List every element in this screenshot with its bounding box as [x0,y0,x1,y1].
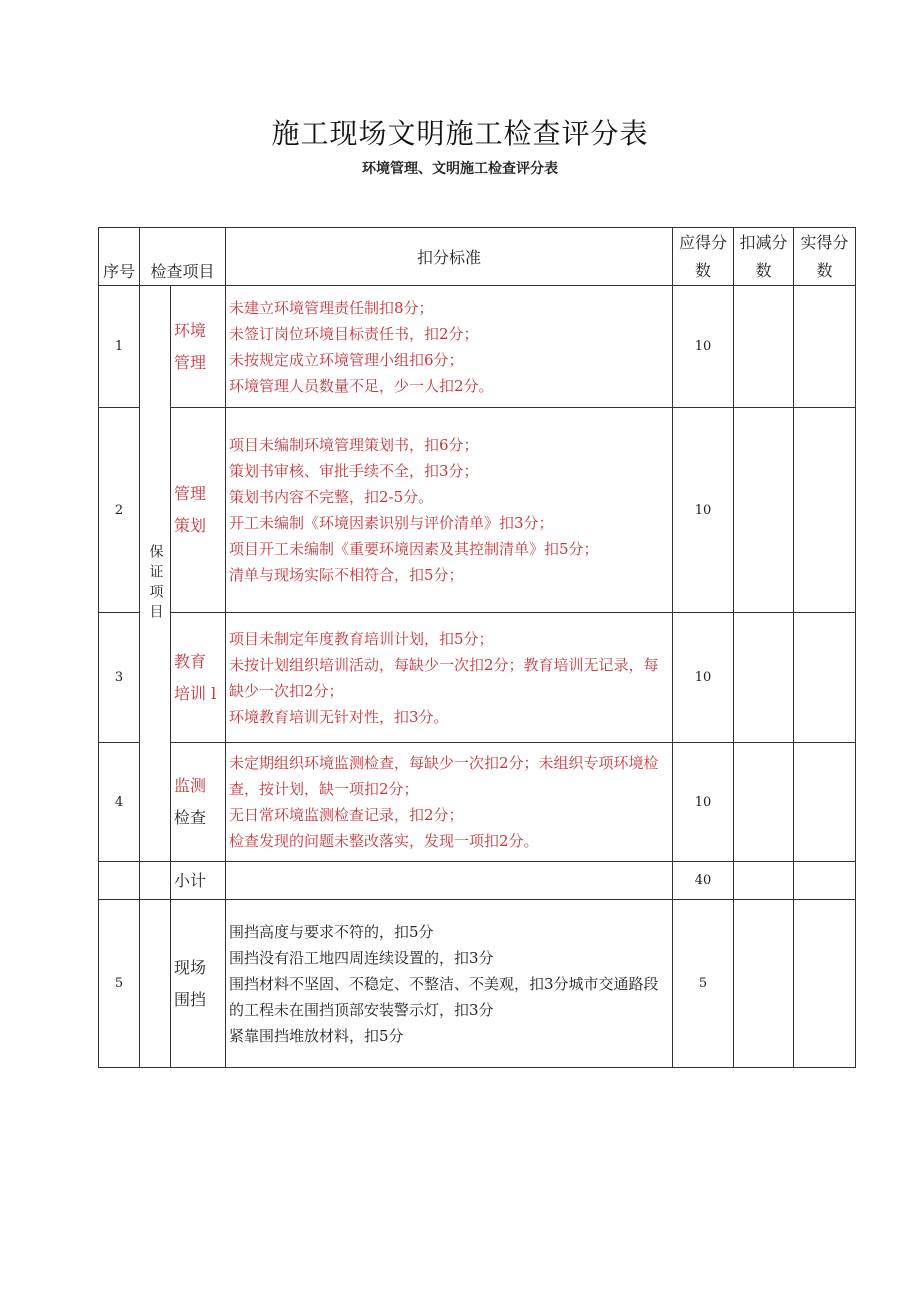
row-num: 3 [99,613,140,743]
criteria-line: 围挡高度与要求不符的，扣5分 [229,922,434,941]
actual-score [794,613,856,743]
criteria-cell [226,408,673,613]
header-row [99,228,856,286]
subtotal-category [140,862,171,900]
deduct-score [734,408,794,613]
criteria-line: 项目开工未编制《重要环境因素及其控制清单》扣5分； [229,540,599,558]
should-score: 10 [673,408,734,613]
actual-score [794,286,856,408]
subtotal-num [99,862,140,900]
item-line: 环境 [174,320,207,340]
item-cell [171,408,226,613]
criteria-line: 未定期组织环境监测检查，每缺少一次扣2分；未组织专项环境检查，按计划，缺一项扣2分； [229,754,659,798]
should-score: 10 [673,286,734,408]
should-score: 10 [673,743,734,862]
table-row [99,900,856,1068]
item-line: 监测 [174,776,207,795]
table-row [99,743,856,862]
item-line: 教育 [174,651,207,671]
should-score: 10 [673,613,734,743]
category-cell [140,286,171,862]
actual-score [794,900,856,1068]
item-line: 围挡 [174,989,207,1009]
deduct-score [734,613,794,743]
criteria-line: 未按规定成立环境管理小组扣6分； [229,350,464,369]
criteria-line: 未签订岗位环境目标责任书，扣2分； [229,324,479,343]
page-title: 施工现场文明施工检查评分表 [271,117,649,150]
header-actual: 实得分数 [794,228,856,286]
subtotal-score: 40 [673,862,734,900]
criteria-cell [226,613,673,743]
criteria-line: 无日常环境监测检查记录，扣2分； [229,806,464,824]
criteria-line: 清单与现场实际不相符合，扣5分； [229,566,464,584]
row5-category [140,900,171,1068]
row-num: 4 [99,743,140,862]
header-criteria: 扣分标准 [226,228,673,286]
header-should-score: 应得分数 [673,228,734,286]
row-num: 5 [99,900,140,1068]
criteria-line: 围挡材料不坚固、不稳定、不整洁、不美观，扣3分城市交通路段的工程未在围挡顶部安装警示灯，扣3分 [229,974,659,1019]
deduct-score [734,900,794,1068]
item-cell [171,743,226,862]
deduct-score [734,743,794,862]
item-line: 策划 [174,516,207,535]
table-row [99,408,856,613]
criteria-line: 紧靠围挡堆放材料，扣5分 [229,1026,404,1045]
item-line: 检查 [174,808,207,827]
actual-score [794,408,856,613]
criteria-line: 环境教育培训无针对性，扣3分。 [229,707,449,726]
should-score: 5 [673,900,734,1068]
header-num: 序号 [99,228,140,286]
criteria-cell [226,900,673,1068]
criteria-line: 未按计划组织培训活动，每缺少一次扣2分；教育培训无记录，每缺少一次扣2分； [229,655,659,700]
deduct-score [734,286,794,408]
subtotal-deduct [734,862,794,900]
table-row [99,286,856,408]
subtotal-row [99,862,856,900]
criteria-line: 围挡没有沿工地四周连续设置的，扣3分 [229,948,494,967]
category-label: 保证项目 [147,543,164,624]
item-line: 现场 [174,957,207,977]
criteria-line: 开工未编制《环境因素识别与评价清单》扣3分； [229,514,554,532]
row-num: 1 [99,286,140,408]
table-row [99,613,856,743]
item-cell [171,286,226,408]
actual-score [794,743,856,862]
criteria-line: 环境管理人员数量不足，少一人扣2分。 [229,376,494,395]
item-line: 管理 [174,484,207,503]
score-table [98,227,856,1068]
item-line: 管理 [174,352,207,372]
header-deduct: 扣减分数 [734,228,794,286]
criteria-line: 策划书内容不完整，扣2-5分。 [229,488,434,506]
item-cell [171,613,226,743]
criteria-cell [226,743,673,862]
subtotal-actual [794,862,856,900]
criteria-line: 项目未编制环境管理策划书，扣6分； [229,436,479,454]
subtotal-label: 小计 [171,862,226,900]
criteria-line: 检查发现的问题未整改落实，发现一项扣2分。 [229,832,539,850]
criteria-cell [226,286,673,408]
criteria-line: 未建立环境管理责任制扣8分； [229,298,434,317]
item-line: 培训 l [174,683,217,703]
criteria-line: 项目未制定年度教育培训计划，扣5分； [229,629,494,648]
page-subtitle: 环境管理、文明施工检查评分表 [362,161,558,177]
subtotal-criteria [226,862,673,900]
item-cell [171,900,226,1068]
header-item: 检查项目 [140,228,226,286]
criteria-line: 策划书审核、审批手续不全，扣3分； [229,462,479,480]
row-num: 2 [99,408,140,613]
